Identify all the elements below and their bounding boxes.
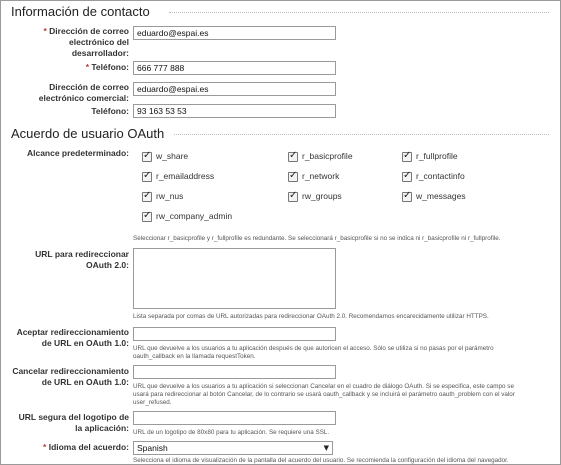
checkbox-label: w_messages (416, 191, 466, 201)
section-divider (169, 12, 549, 13)
language-select[interactable] (133, 441, 333, 455)
scope-hint: Seleccionar r_basicprofile y r_fullprofile es redundante. Se seleccionará r_basicprofile si no se indica ni r_basicprofile ni r_fullprofile. (133, 235, 501, 242)
redirect-hint: Lista separada por comas de URL autorizadas para redireccionar OAuth 2.0. Recomendamos encarecidamente utilizar HTTPS. (133, 313, 489, 320)
accept-redirect-label: Aceptar redireccionamiento de URL en OAuth 1.0: (16, 327, 129, 348)
language-select-value: Spanish (137, 443, 168, 453)
chevron-down-icon: ▼ (323, 444, 329, 452)
scope-label: Alcance predeterminado: (26, 148, 129, 158)
phone-label: * Teléfono: (85, 62, 129, 72)
checkbox-w-messages[interactable] (402, 192, 412, 202)
checkbox-label: r_network (302, 171, 340, 181)
cancel-redirect-hint: URL que devuelve a los usuarios a tu aplicación si seleccionan Cancelar en el cuadro de diálogo OAuth. Si se especifica, este campo se usará para redireccionar al botón Cancelar, de lo contrario se usará oauth_callback y se incluirá el parámetro oauth_problem con el valor user_refused. (133, 383, 515, 406)
commercial-email-label: Dirección de correo electrónico comercial: (38, 82, 129, 103)
checkbox-r-basicprofile[interactable] (288, 152, 298, 162)
checkbox-r-emailaddress[interactable] (142, 172, 152, 182)
section-title-oauth: Acuerdo de usuario OAuth (11, 126, 168, 141)
accept-redirect-hint: URL que devuelve a los usuarios a tu aplicación después de que autoricen el acceso. Sólo se utiliza si no pasas por el parámetro oauth_callback en la llamada requestToken. (133, 345, 494, 360)
checkbox-label: r_emailaddress (156, 171, 215, 181)
checkbox-label: rw_groups (302, 191, 342, 201)
logo-url-input[interactable] (133, 411, 336, 425)
dev-email-input[interactable]: eduardo@espai.es (133, 26, 336, 40)
logo-url-hint: URL de un logotipo de 80x80 para tu aplicación. Se requiere una SSL. (133, 429, 330, 436)
checkbox-rw-groups[interactable] (288, 192, 298, 202)
commercial-email-input[interactable]: eduardo@espai.es (133, 82, 336, 96)
checkbox-label: r_basicprofile (302, 151, 353, 161)
checkbox-label: r_contactinfo (416, 171, 465, 181)
checkbox-r-fullprofile[interactable] (402, 152, 412, 162)
checkbox-r-network[interactable] (288, 172, 298, 182)
checkbox-label: rw_nus (156, 191, 184, 201)
accept-redirect-input[interactable] (133, 327, 336, 341)
phone-input[interactable]: 666 777 888 (133, 61, 336, 75)
checkbox-rw-nus[interactable] (142, 192, 152, 202)
section-divider (174, 134, 549, 135)
phone2-input[interactable]: 93 163 53 53 (133, 104, 336, 118)
redirect-label: URL para redireccionar OAuth 2.0: (35, 249, 129, 270)
cancel-redirect-input[interactable] (133, 365, 336, 379)
redirect-urls-textarea[interactable] (133, 248, 336, 309)
language-hint: Selecciona el idioma de visualización de la pantalla del acuerdo del usuario. Se recomienda la configuración del idioma del navegador. (133, 457, 509, 464)
section-title-contact: Información de contacto (11, 4, 154, 19)
logo-url-label: URL segura del logotipo de la aplicación: (18, 412, 129, 433)
checkbox-rw-company-admin[interactable] (142, 212, 152, 222)
dev-email-label: * Dirección de correo electrónico del desarrollador: (43, 26, 129, 58)
cancel-redirect-label: Cancelar redireccionamiento de URL en OAuth 1.0: (12, 366, 129, 387)
checkbox-w-share[interactable] (142, 152, 152, 162)
phone2-label: Teléfono: (91, 106, 129, 116)
checkbox-label: rw_company_admin (156, 211, 233, 221)
checkbox-label: r_fullprofile (416, 151, 458, 161)
checkbox-label: w_share (156, 151, 189, 161)
checkbox-r-contactinfo[interactable] (402, 172, 412, 182)
language-label: * Idioma del acuerdo: (43, 442, 129, 452)
